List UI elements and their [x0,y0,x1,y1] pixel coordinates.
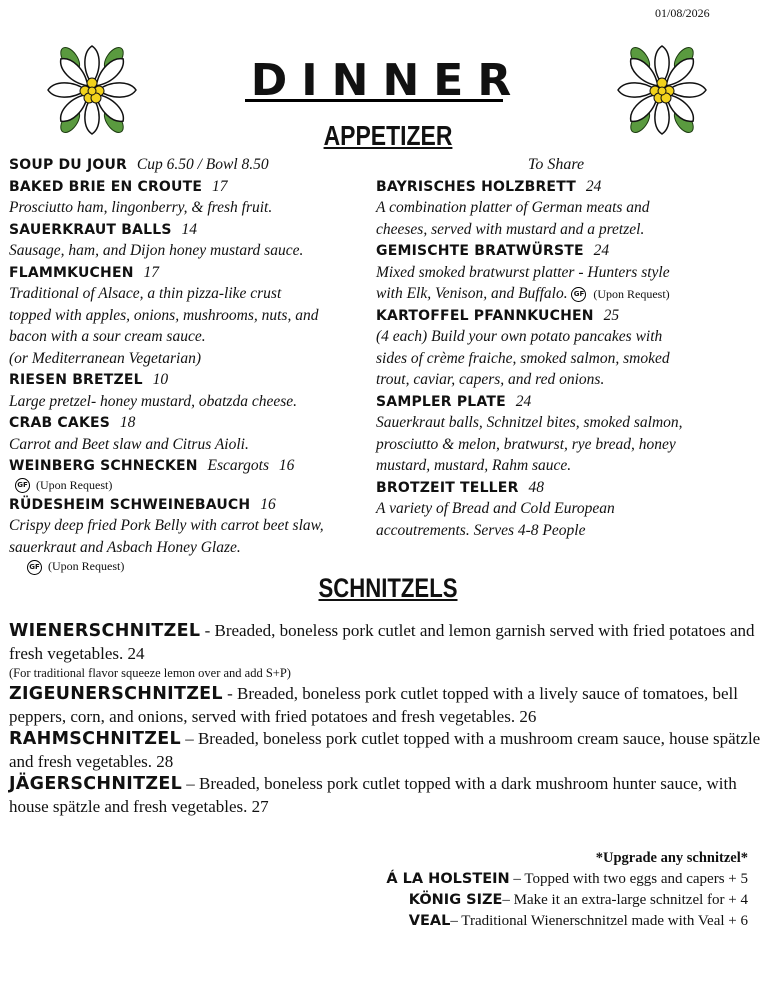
upgrade-item-veal [386,911,748,932]
menu-item-weinberg-schnecken [9,455,369,477]
gluten-free-icon: GF [571,287,586,302]
schnitzel-item-wiener [9,620,769,664]
menu-item-crab-cakes [9,412,369,434]
item-price: 24 [593,242,610,259]
item-extra: Escargots [207,457,269,474]
item-name: CRAB CAKES [9,415,111,431]
item-description: topped with apples, onions, mushrooms, nuts, and [9,306,319,324]
item-name: KARTOFFEL PFANNKUCHEN [376,307,594,324]
menu-item-brie [9,176,369,198]
item-price: 17 [143,263,159,281]
item-name: FLAMMKUCHEN [9,264,134,281]
item-name: BAYRISCHES HOLZBRETT [376,178,577,195]
item-description: Sauerkraut balls, Schnitzel bites, smoked salmon, [376,414,683,431]
item-description: Prosciutto ham, lingonberry, & fresh fruit. [9,199,273,216]
upgrade-description: – Topped with two eggs and capers + 5 [509,871,748,887]
upgrade-description: – Traditional Wienerschnitzel made with Veal + 6 [450,913,748,929]
item-name: BAKED BRIE EN CROUTE [9,178,203,195]
item-price: 10 [152,371,169,388]
item-description: cheeses, served with mustard and a pretzel. [376,220,645,238]
schnitzel-note: (For traditional flavor squeeze lemon over and add S+P) [9,666,291,680]
upgrade-name: VEAL [408,913,451,929]
menu-item-sampler-plate [376,391,736,413]
item-description: mustard, mustard, Rahm sauce. [376,457,572,474]
upgrade-item-holstein [386,869,748,890]
schnitzel-name: JÄGERSCHNITZEL [9,774,183,794]
item-name: SOUP DU JOUR [9,157,128,173]
item-name: BROTZEIT TELLER [376,479,519,496]
menu-item-schweinebauch [9,494,369,516]
item-description: A combination platter of German meats and [376,199,650,216]
menu-item-holzbrett [376,176,736,198]
item-price: Cup 6.50 / Bowl 8.50 [136,156,269,173]
item-name: SAMPLER PLATE [376,393,506,410]
schnitzels-heading: SCHNITZELS [318,573,458,603]
item-price: 25 [603,306,620,324]
to-share-label: To Share [527,156,585,173]
gluten-free-icon: GF [15,478,30,493]
schnitzel-description: - Breaded, boneless pork cutlet and lemon garnish served with fried potatoes and fresh vegetables. 24 [9,621,755,663]
gluten-free-note [9,477,369,494]
menu-item-bratwurste [376,240,736,262]
item-description: A variety of Bread and Cold European [376,500,615,517]
item-description: sides of crème fraiche, smoked salmon, smoked [376,349,670,367]
item-name: SAUERKRAUT BALLS [9,221,172,238]
schnitzel-item-rahm [9,728,769,772]
menu-date: 01/08/2026 [655,6,710,20]
item-description-gf-line [376,283,736,305]
schnitzel-item-zigeuner [9,683,769,727]
schnitzel-description: – Breaded, boneless pork cutlet topped with a mushroom cream sauce, house spätzle and fresh vegetables. 28 [9,729,761,771]
menu-item-sauerkraut-balls [9,219,369,241]
item-price: 17 [211,177,228,195]
menu-item-brotzeit-teller [376,477,736,499]
menu-item-flammkuchen [9,262,369,284]
schnitzel-name: RAHMSCHNITZEL [9,729,181,749]
appetizer-left-column [9,154,369,575]
upgrade-heading: *Upgrade any schnitzel* [595,850,748,866]
schnitzel-description: - Breaded, boneless pork cutlet topped with a lively sauce of tomatoes, bell peppers, corn, and onions, served with fried potatoes and fresh vegetables. 26 [9,684,738,726]
schnitzel-list [9,620,769,818]
item-description: (4 each) Build your own potato pancakes with [376,328,663,345]
appetizer-heading: APPETIZER [323,120,453,151]
item-description: Large pretzel- honey mustard, obatzda cheese. [9,392,297,410]
item-description: Mixed smoked bratwurst platter - Hunters style [376,263,670,281]
item-price: 24 [515,392,532,410]
schnitzel-description: – Breaded, boneless pork cutlet topped with a dark mushroom hunter sauce, with house spätzle and fresh vegetables. 27 [9,774,737,816]
item-name: RÜDESHEIM SCHWEINEBAUCH [9,496,251,513]
item-name: WEINBERG SCHNECKEN [9,458,198,474]
item-description: Carrot and Beet slaw and Citrus Aioli. [9,435,249,453]
item-description: Traditional of Alsace, a thin pizza-like crust [9,285,282,302]
gf-note-text: (Upon Request) [36,477,113,492]
menu-title: DINNER [250,55,526,106]
item-price: 16 [260,495,276,513]
schnitzel-upgrades [386,848,748,932]
schnitzel-item-jager [9,773,769,817]
item-price: 18 [119,414,136,431]
item-description: trout, caviar, capers, and red onions. [376,371,605,388]
item-description: Sausage, ham, and Dijon honey mustard sauce. [9,242,304,259]
gf-note-text: (Upon Request) [593,287,670,301]
item-name: GEMISCHTE BRATWÜRSTE [376,243,584,259]
menu-item-kartoffel-pfannkuchen [376,305,736,327]
item-description: accoutrements. Serves 4-8 People [376,521,586,539]
menu-item-soup [9,154,369,176]
menu-item-riesen-bretzel [9,369,369,391]
item-description: (or Mediterranean Vegetarian) [9,349,201,367]
item-description: with Elk, Venison, and Buffalo. [376,285,568,302]
item-description: bacon with a sour cream sauce. [9,328,206,345]
item-description: sauerkraut and Asbach Honey Glaze. [9,538,241,556]
title-underline [245,99,503,102]
item-price: 14 [181,220,198,238]
item-price: 24 [585,177,602,195]
gf-note-text: (Upon Request) [48,559,125,573]
upgrade-name: Á LA HOLSTEIN [386,871,510,887]
schnitzel-name: ZIGEUNERSCHNITZEL [9,684,223,704]
appetizer-right-column [376,154,736,541]
upgrade-name: KÖNIG SIZE [408,892,503,908]
item-description: Crispy deep fried Pork Belly with carrot beet slaw, [9,517,324,534]
item-name: RIESEN BRETZEL [9,372,143,388]
schnitzel-name: WIENERSCHNITZEL [9,621,201,641]
gluten-free-icon: GF [27,560,42,575]
item-price: 16 [278,457,295,474]
upgrade-description: – Make it an extra-large schnitzel for + 4 [502,892,748,908]
item-price: 48 [528,478,544,496]
upgrade-item-konig-size [386,890,748,911]
item-description: prosciutto & melon, bratwurst, rye bread, honey [376,435,676,453]
